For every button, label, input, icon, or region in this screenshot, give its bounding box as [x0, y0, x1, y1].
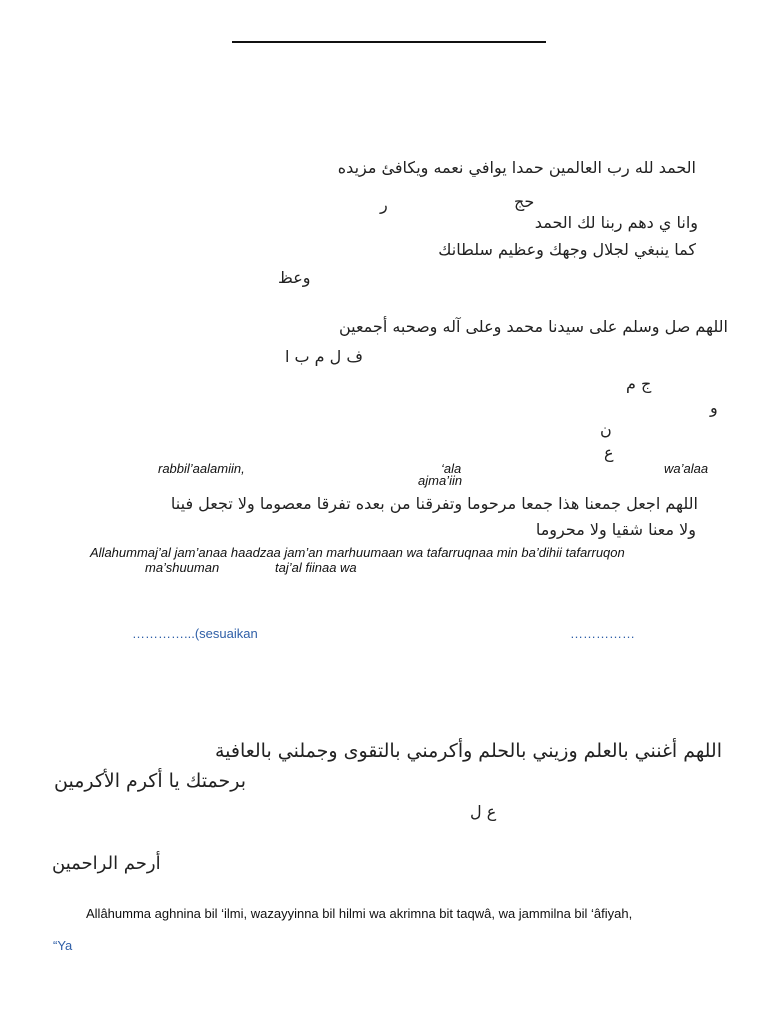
arabic-line: ولا معنا شقيا ولا محروما	[535, 520, 696, 539]
arabic-line: كما ينبغي لجلال وجهك وعظيم سلطانك	[438, 240, 696, 259]
arabic-line: وعظ	[278, 268, 311, 287]
arabic-line: ع ل	[470, 802, 497, 821]
arabic-line: اللهم اجعل جمعنا هذا جمعا مرحوما وتفرقنا من بعده تفرقا معصوما ولا تجعل فينا	[170, 494, 698, 513]
placeholder-text: …………...(sesuaikan	[132, 626, 258, 641]
arabic-line: اللهم أغنني بالعلم وزيني بالحلم وأكرمني بالتقوى وجملني بالعافية	[214, 740, 722, 762]
transliteration: rabbil’aalamiin,	[158, 461, 245, 476]
transliteration: Allâhumma aghnina bil ‘ilmi, wazayyinna bil hilmi wa akrimna bit taqwâ, wa jammilna bil ‘âfiyah,	[86, 906, 633, 921]
transliteration: ma’shuuman	[145, 560, 220, 575]
arabic-line: ج م	[626, 374, 652, 393]
transliteration: wa’alaa	[664, 461, 709, 476]
arabic-line: ر	[380, 195, 388, 214]
arabic-line: و	[710, 398, 718, 417]
transliteration: Allahummaj’al jam’anaa haadzaa jam’an marhuumaan wa tafarruqnaa min ba’dihii tafarruqon	[90, 545, 625, 560]
arabic-line: برحمتك يا أكرم الأكرمين	[54, 770, 247, 792]
arabic-line: حج	[514, 192, 535, 211]
arabic-line: ع	[604, 443, 614, 462]
placeholder-text: ……………	[570, 626, 635, 641]
arabic-line: أرحم الراحمين	[52, 853, 161, 874]
arabic-line: ن	[600, 420, 612, 439]
placeholder-text: “Ya	[53, 938, 73, 953]
arabic-line: وانا ي دهم ربنا لك الحمد	[534, 213, 698, 232]
transliteration: ajma’iin	[418, 473, 463, 488]
header-rule	[232, 41, 546, 43]
arabic-line: الحمد لله رب العالمين حمدا يوافي نعمه ويكافئ مزيده	[337, 158, 696, 177]
transliteration: taj’al fiinaa wa	[275, 560, 357, 575]
arabic-line: ف ل م ب ا	[285, 347, 363, 366]
transliteration: ‘ala	[441, 461, 462, 476]
arabic-line: اللهم صل وسلم على سيدنا محمد وعلى آله وصحبه أجمعين	[338, 317, 728, 336]
